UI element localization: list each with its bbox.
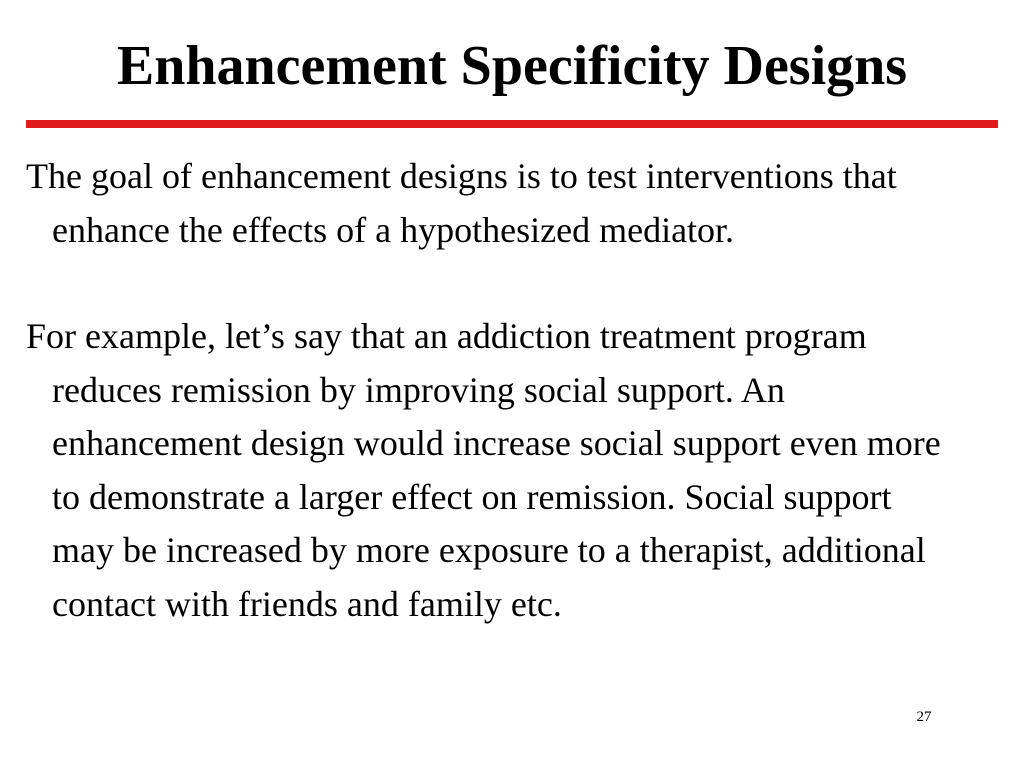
slide-title: Enhancement Specificity Designs: [116, 35, 908, 97]
slide-body: [26, 150, 956, 631]
paragraph-goal: The goal of enhancement designs is to test interventions that enhance the effects of a hypothesized mediator.: [26, 156, 897, 250]
title-divider-line: [26, 120, 998, 128]
paragraph-example: For example, let’s say that an addiction treatment program reduces remission by improving social support. An enhancement design would increase social support even more to demonstrate a larger effect on remission. Social support may be increased by more exposure to a therapist, additional contact with friends and family etc.: [26, 316, 941, 624]
page-number: 27: [916, 709, 932, 725]
